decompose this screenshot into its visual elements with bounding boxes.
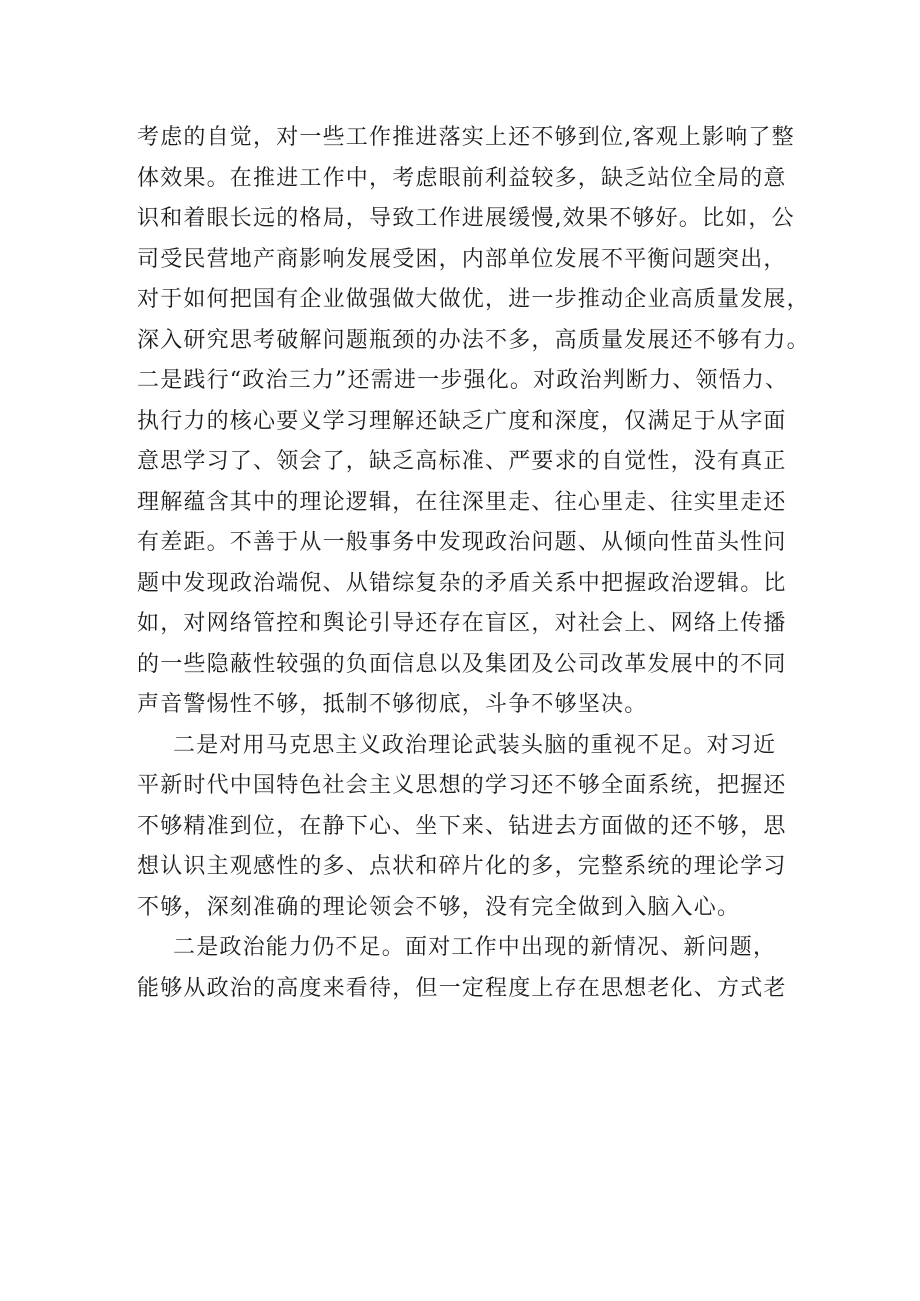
text-line: 对于如何把国有企业做强做大做优，进一步推动企业高质量发展， (137, 287, 810, 312)
text-line: 不够精准到位，在静下心、坐下来、钻进去方面做的还不够，思 (137, 813, 787, 839)
text-line: 识和着眼长远的格局，导致工作进展缓慢,效果不够好。比如，公 (137, 206, 795, 231)
text-line: 理解蕴含其中的理论逻辑，在往深里走、往心里走、往实里走还 (137, 489, 787, 515)
text-line: 二是践行“政治三力”还需进一步强化。对政治判断力、领悟力、 (137, 368, 789, 393)
text-line: 二是对用马克思主义政治理论武装头脑的重视不足。对习近 (173, 732, 777, 758)
text-line: 体效果。在推进工作中，考虑眼前利益较多，缺乏站位全局的意 (137, 165, 787, 191)
text-line: 有差距。不善于从一般事务中发现政治问题、从倾向性苗头性问 (137, 530, 787, 555)
text-line: 的一些隐蔽性较强的负面信息以及集团及公司改革发展中的不同 (137, 651, 787, 677)
text-line: 声音警惕性不够，抵制不够彻底，斗争不够坚决。 (137, 692, 648, 717)
text-line: 如，对网络管控和舆论引导还存在盲区，对社会上、网络上传播 (137, 611, 787, 636)
text-line: 平新时代中国特色社会主义思想的学习还不够全面系统，把握还 (137, 773, 787, 798)
text-line: 能够从政治的高度来看待，但一定程度上存在思想老化、方式老 (137, 975, 787, 1001)
text-line: 不够，深刻准确的理论领会不够，没有完全做到入脑入心。 (137, 894, 741, 920)
text-line: 深入研究思考破解问题瓶颈的办法不多，高质量发展还不够有力。 (137, 327, 810, 353)
text-line: 执行力的核心要义学习理解还缺乏广度和深度，仅满足于从字面 (137, 408, 787, 434)
text-line: 意思学习了、领会了，缺乏高标准、严要求的自觉性，没有真正 (137, 449, 787, 474)
paragraph-3 (137, 928, 807, 1009)
text-line: 想认识主观感性的多、点状和碎片化的多，完整系统的理论学习 (137, 854, 787, 879)
text-line: 考虑的自觉，对一些工作推进落实上还不够到位,客观上影响了整 (137, 125, 795, 150)
paragraph-1 (137, 118, 810, 726)
paragraph-2 (137, 726, 807, 929)
text-line: 题中发现政治端倪、从错综复杂的矛盾关系中把握政治逻辑。比 (137, 570, 787, 596)
text-line: 二是政治能力仍不足。面对工作中出现的新情况、新问题， (173, 935, 777, 960)
document-body (137, 118, 810, 1009)
text-line: 司受民营地产商影响发展受困，内部单位发展不平衡问题突出， (137, 246, 787, 272)
